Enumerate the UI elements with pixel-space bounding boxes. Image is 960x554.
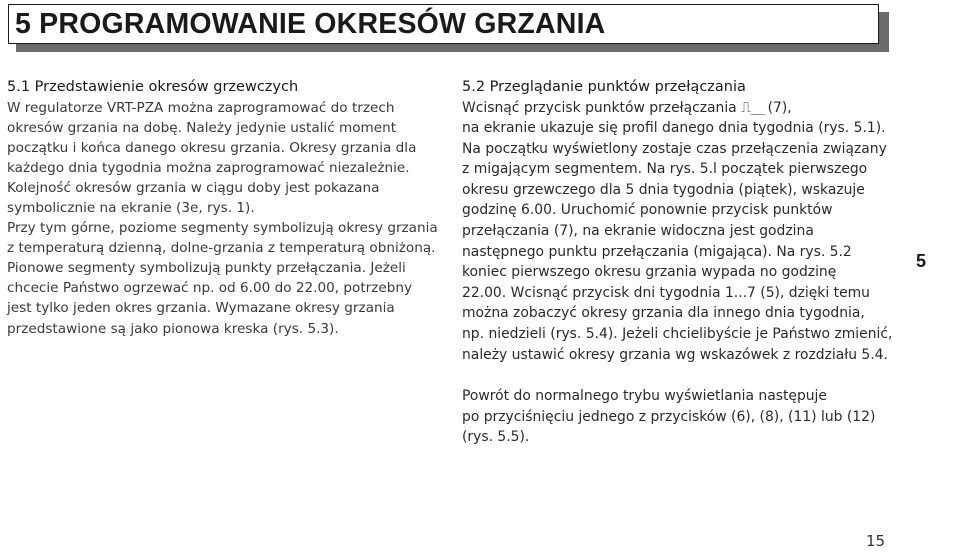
text-line: na ekranie ukazuje się profil danego dnia tygodnia (rys. 5.1). <box>462 120 886 137</box>
text-line: W regulatorze VRT-PZA można zaprogramować do trzech <box>7 99 395 116</box>
text-line: (rys. 5.5). <box>462 429 530 446</box>
text-line: jest tylko jeden okres grzania. Wymazane okresy grzania <box>7 300 395 317</box>
page-number: 15 <box>866 532 886 550</box>
left-column <box>7 77 438 339</box>
text-line: godzinę 6.00. Uruchomić ponownie przycisk punktów <box>462 202 833 219</box>
text-line: przełączania (7), na ekranie widoczna jest godzina <box>462 223 814 240</box>
text-line: początku i końca danego okresu grzania. Okresy grzania dla <box>7 139 417 156</box>
section-body-5-2 <box>462 98 892 366</box>
text-line: np. niedzieli (rys. 5.4). Jeżeli chcielibyście je Państwo zmienić, <box>462 326 893 343</box>
text-line: 22.00. Wcisnąć przycisk dni tygodnia 1...7 (5), dzięki temu <box>462 284 870 301</box>
text-line: Kolejność okresów grzania w ciągu doby jest pokazana <box>7 179 380 196</box>
section-heading-5-2: 5.2 Przeglądanie punktów przełączania <box>462 79 746 95</box>
text-line: z temperaturą dzienną, dolne-grzania z temperaturą obniżoną. <box>7 240 436 257</box>
text-line: każdego dnia tygodnia można zaprogramować niezależnie. <box>7 159 410 176</box>
text-line: koniec pierwszego okresu grzania wypada no godzinę <box>462 264 837 281</box>
right-column <box>462 77 892 365</box>
chapter-title: 5 PROGRAMOWANIE OKRESÓW GRZANIA <box>15 7 606 40</box>
text-line: po przyciśnięciu jednego z przycisków (6), (8), (11) lub (12) <box>462 408 876 425</box>
text-line: należy ustawić okresy grzania wg wskazówek z rozdziału 5.4. <box>462 346 888 363</box>
chapter-title-box <box>8 4 879 44</box>
section-body-5-1 <box>7 98 438 339</box>
text-line: następnego punktu przełączania (migająca). Na rys. 5.2 <box>462 243 852 260</box>
text-line: symbolicznie na ekranie (3e, rys. 1). <box>7 199 255 216</box>
section-heading-5-1: 5.1 Przedstawienie okresów grzewczych <box>7 79 299 95</box>
text-line: okresu grzewczego dla 5 dnia tygodnia (piątek), wskazuje <box>462 181 865 198</box>
text-line: Przy tym górne, poziome segmenty symbolizują okresy grzania <box>7 220 438 237</box>
chapter-tab <box>886 241 956 282</box>
text-line: Pionowe segmenty symbolizują punkty przełączania. Jeżeli <box>7 260 406 277</box>
text-line: chcecie Państwo ogrzewać np. od 6.00 do 22.00, potrzebny <box>7 280 413 297</box>
chapter-tab-number: 5 <box>915 251 926 271</box>
text-line: Na początku wyświetlony zostaje czas przełączenia związany <box>462 140 887 157</box>
text-line: Wcisnąć przycisk punktów przełączania ⎍⎽ (7), <box>462 99 792 116</box>
text-line: można zobaczyć okresy grzania dla innego dnia tygodnia, <box>462 305 865 322</box>
text-line: okresów grzania na dobę. Należy jedynie ustalić moment <box>7 119 397 136</box>
text-line: przedstawione są jako pionowa kreska (rys. 5.3). <box>7 320 339 337</box>
return-paragraph <box>462 386 902 448</box>
text-line: Powrót do normalnego trybu wyświetlania następuje <box>462 388 827 404</box>
text-line: z migającym segmentem. Na rys. 5.l początek pierwszego <box>462 161 868 178</box>
